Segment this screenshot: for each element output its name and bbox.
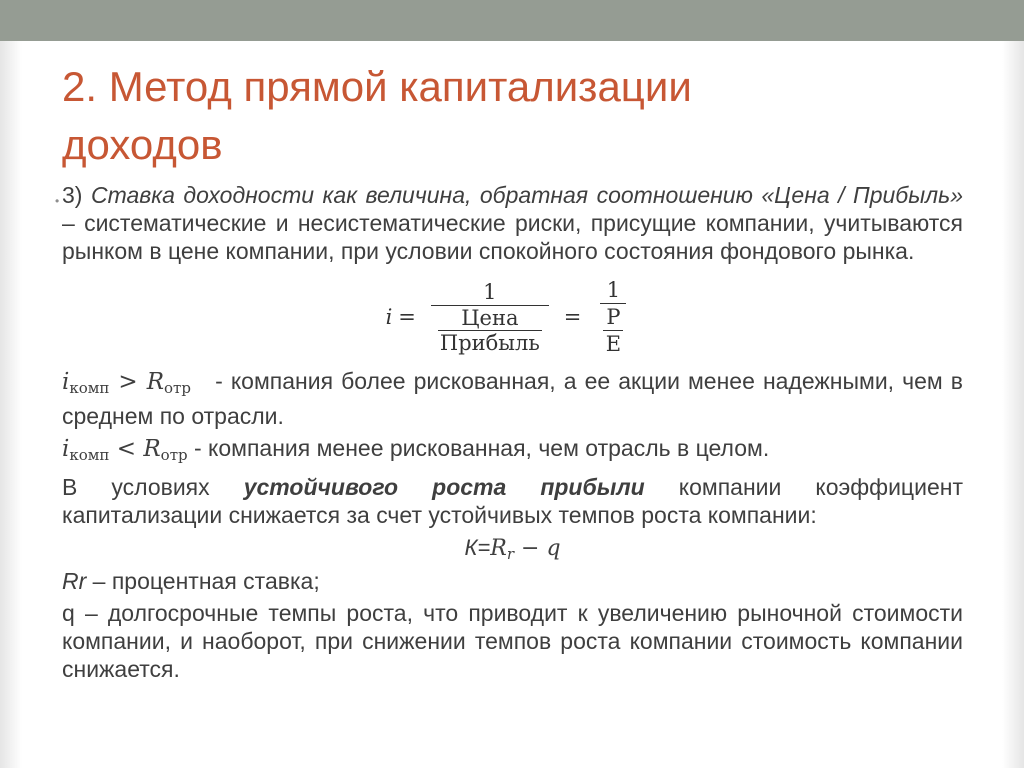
fraction-outer xyxy=(430,279,550,355)
rr-symbol: Rr xyxy=(62,568,87,594)
cond2-var: i xyxy=(62,436,70,462)
cond1-rhs: R xyxy=(146,369,165,395)
slide-content xyxy=(55,181,970,687)
fraction-outer-numerator: 1 xyxy=(483,280,497,304)
growth-emphasis: устойчивого роста прибыли xyxy=(243,474,645,500)
formula-k-lhs: К= xyxy=(464,535,491,560)
paragraph-rate-definition xyxy=(55,181,964,265)
rr-text: – процентная ставка; xyxy=(86,568,320,594)
fraction-inner xyxy=(438,306,542,355)
fraction-pe-top: P xyxy=(606,305,621,329)
formula-k-r: R xyxy=(490,536,507,561)
cond2-text: - компания менее рискованная, чем отрасль в целом. xyxy=(187,435,770,461)
fraction-inner-denominator: Прибыль xyxy=(439,331,540,355)
paragraph-rest: – систематические и несистематические риски, присущие компании, учитываются рынком в цене компании, при условии спокойного состояния фондового рынка. xyxy=(62,210,963,264)
fraction-pe-outer xyxy=(595,277,631,357)
formula-capitalization xyxy=(62,531,963,565)
slide-title xyxy=(62,58,962,174)
formula-lhs: i xyxy=(385,305,393,329)
italic-definition: Ставка доходности как величина, обратная соотношению «Цена / Прибыль» xyxy=(90,182,964,208)
cond2-rhs: R xyxy=(143,436,161,462)
q-text: q – долгосрочные темпы роста, что приводит к увеличению рыночной стоимости компании, и наоборот, при снижении темпов роста компании стоимость компании снижается. xyxy=(62,600,963,682)
paragraph-q-definition xyxy=(62,599,963,683)
cond1-rhs-sub: отр xyxy=(164,379,191,397)
fraction-inner-numerator: Цена xyxy=(461,306,519,330)
growth-end: компании коэффициент капитализации снижается за счет устойчивых темпов роста компании: xyxy=(62,474,963,528)
paragraph-condition-less xyxy=(62,434,963,469)
cond2-operator: < xyxy=(109,436,144,462)
paragraph-number: 3) xyxy=(62,182,91,208)
cond2-rhs-sub: отр xyxy=(160,446,188,464)
cond1-var-sub: комп xyxy=(69,379,110,397)
top-band xyxy=(0,0,1024,41)
formula-equals: = xyxy=(398,305,416,329)
left-edge-shadow xyxy=(0,41,22,768)
cond1-text: - компания более рискованная, а ее акции менее надежными, чем в среднем по отрасли. xyxy=(62,368,970,429)
paragraph-condition-greater xyxy=(62,367,970,430)
cond1-var: i xyxy=(62,369,70,395)
formula-k-r-sub: r xyxy=(506,545,515,563)
slide-title-line2: доходов xyxy=(62,121,223,168)
paragraph-rr-definition xyxy=(62,567,963,595)
slide-title-line1: 2. Метод прямой капитализации xyxy=(62,63,692,110)
paragraph-growth xyxy=(62,473,963,529)
right-edge-shadow xyxy=(1002,41,1024,768)
fraction-pe xyxy=(603,304,623,357)
bullet-dot-icon: • xyxy=(55,194,60,208)
cond2-var-sub: комп xyxy=(69,446,110,464)
formula-equals-2: = xyxy=(563,305,582,329)
fraction-pe-numerator: 1 xyxy=(606,278,621,302)
cond1-operator: > xyxy=(109,369,147,395)
growth-start: В условиях xyxy=(62,474,244,500)
formula-k-rest: − q xyxy=(514,536,561,561)
fraction-pe-bottom: E xyxy=(605,332,622,356)
formula-rate xyxy=(62,269,963,365)
